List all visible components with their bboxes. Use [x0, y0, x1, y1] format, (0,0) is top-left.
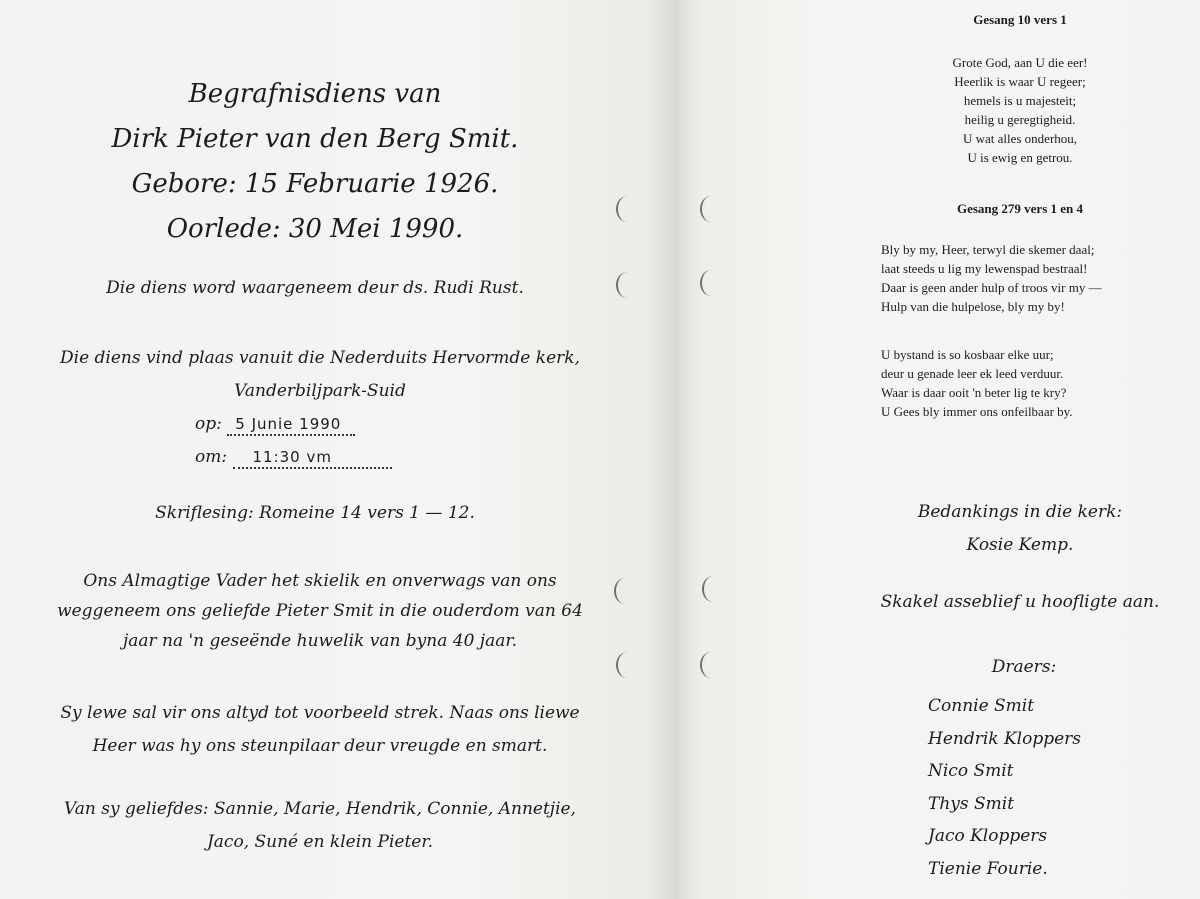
binder-hole-icon — [616, 196, 638, 222]
venue-line: Die diens vind plaas vanuit die Nederduits Hervormde kerk, — [60, 348, 580, 368]
bearer-name: Connie Smit — [928, 696, 1035, 716]
title-line: Begrafnisdiens van — [188, 79, 442, 109]
officiant-line: Die diens word waargeneem deur ds. Rudi Rust. — [106, 278, 524, 298]
family-list — [20, 793, 620, 859]
bearers-list — [928, 690, 1081, 885]
time-label: om: — [195, 447, 228, 467]
binder-hole-icon — [702, 576, 724, 602]
verse-line: Waar is daar ooit 'n beter lig te kry? — [881, 385, 1067, 400]
bearer-name: Jaco Kloppers — [928, 826, 1048, 846]
time-value: 11:30 vm — [252, 448, 332, 466]
binder-hole-icon — [616, 652, 638, 678]
verse-line: Grote God, aan U die eer! — [952, 55, 1088, 70]
hymn-2-stanza-1 — [881, 240, 1102, 316]
venue-block — [30, 342, 610, 474]
family-line: Van sy geliefdes: Sannie, Marie, Hendrik, Connie, Annetjie, — [64, 799, 576, 819]
binder-hole-icon — [700, 196, 722, 222]
binder-hole-icon — [700, 652, 722, 678]
bearer-name: Tienie Fourie. — [928, 858, 1048, 879]
hymn-1-verse — [870, 53, 1170, 167]
headlights-notice: Skakel asseblief u hoofligte aan. — [880, 592, 1160, 612]
notice-line: Ons Almagtige Vader het skielik en onverwags van ons — [83, 571, 557, 591]
death-notice — [20, 566, 620, 656]
notice-line: weggeneem ons geliefde Pieter Smit in die ouderdom van 64 — [57, 601, 583, 621]
verse-line: Bly by my, Heer, terwyl die skemer daal; — [881, 242, 1095, 257]
legacy-line: Sy lewe sal vir ons altyd tot voorbeeld strek. Naas ons liewe — [60, 703, 580, 723]
verse-line: Hulp van die hulpelose, bly my by! — [881, 299, 1065, 314]
binder-hole-icon — [616, 272, 638, 298]
bearers-title: Draers: — [991, 657, 1057, 677]
funeral-title-block — [60, 72, 570, 252]
notice-line: jaar na 'n geseënde huwelik van byna 40 jaar. — [122, 631, 518, 651]
hymn-1-title: Gesang 10 vers 1 — [973, 12, 1067, 27]
verse-line: heilig u geregtigheid. — [964, 112, 1076, 127]
legacy-text — [20, 697, 620, 763]
hymn-2-title: Gesang 279 vers 1 en 4 — [956, 201, 1084, 216]
scripture-reading: Skriflesing: Romeine 14 vers 1 — 12. — [155, 503, 475, 523]
verse-line: U bystand is so kosbaar elke uur; — [881, 347, 1054, 362]
birth-date: Gebore: 15 Februarie 1926. — [131, 169, 499, 199]
thanks-heading: Bedankings in die kerk: — [917, 502, 1123, 522]
legacy-line: Heer was hy ons steunpilaar deur vreugde en smart. — [92, 736, 548, 756]
verse-line: U is ewig en getrou. — [967, 150, 1073, 165]
thanks-name: Kosie Kemp. — [966, 535, 1074, 555]
right-page — [674, 0, 1200, 899]
verse-line: U wat alles onderhou, — [962, 131, 1078, 146]
binder-hole-icon — [700, 270, 722, 296]
death-date: Oorlede: 30 Mei 1990. — [166, 214, 464, 244]
verse-line: Daar is geen ander hulp of troos vir my — — [881, 280, 1102, 295]
family-line: Jaco, Suné en klein Pieter. — [206, 832, 433, 852]
bearer-name: Hendrik Kloppers — [928, 728, 1082, 749]
date-label: op: — [195, 414, 222, 434]
verse-line: Heerlik is waar U regeer; — [954, 74, 1086, 89]
hymn-2-stanza-2 — [881, 345, 1073, 421]
verse-line: deur u genade leer ek leed verduur. — [881, 366, 1064, 381]
binder-hole-icon — [614, 578, 636, 604]
deceased-name: Dirk Pieter van den Berg Smit. — [111, 124, 519, 154]
date-row — [30, 408, 610, 441]
verse-line: U Gees bly immer ons onfeilbaar by. — [881, 404, 1073, 419]
bearer-name: Nico Smit — [928, 761, 1014, 781]
date-value: 5 Junie 1990 — [235, 415, 342, 433]
thanks-block — [870, 496, 1170, 562]
venue-area: Vanderbiljpark-Suid — [234, 381, 406, 401]
bearer-name: Thys Smit — [928, 793, 1015, 814]
verse-line: hemels is u majesteit; — [963, 93, 1077, 108]
time-row — [30, 441, 610, 474]
verse-line: laat steeds u lig my lewenspad bestraal! — [881, 261, 1088, 276]
